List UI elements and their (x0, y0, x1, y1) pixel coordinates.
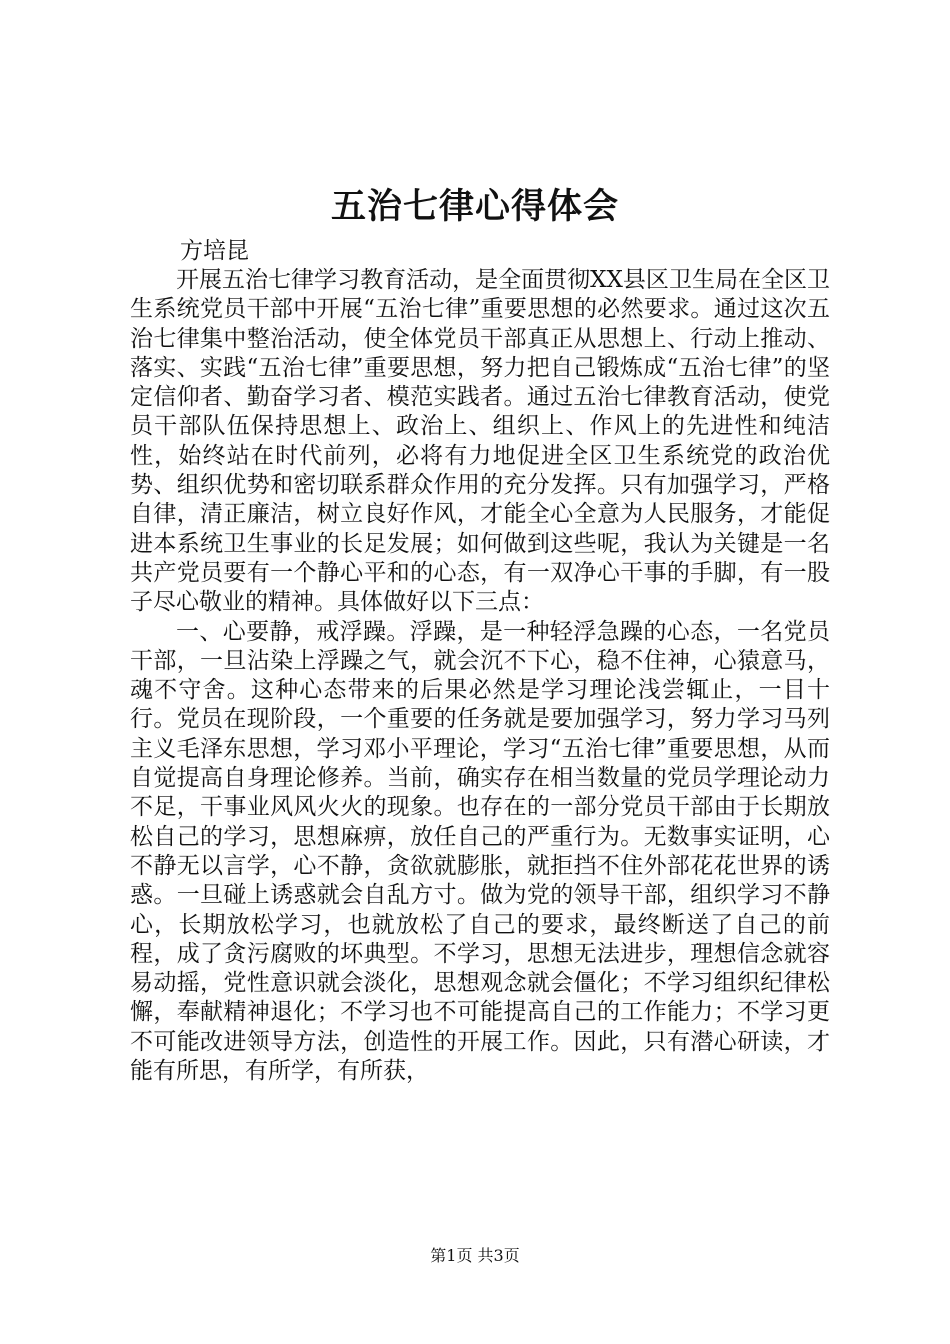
document-author: 方培昆 (180, 238, 249, 264)
paragraph-point-one: 一、心要静，戒浮躁。浮躁，是一种轻浮急躁的心态，一名党员干部，一旦沾染上浮躁之气，就会沉不下心，稳不住神，心猿意马，魂不守舍。这种心态带来的后果必然是学习理论浅尝辄止，一目十行。党员在现阶段，一个重要的任务就是要加强学习，努力学习马列主义毛泽东思想，学习邓小平理论，学习“五治七律”重要思想，从而自觉提高自身理论修养。当前，确实存在相当数量的党员学理论动力不足，干事业风风火火的现象。也存在的一部分党员干部由于长期放松自己的学习，思想麻痹，放任自己的严重行为。无数事实证明，心不静无以言学，心不静，贪欲就膨胀，就拒挡不住外部花花世界的诱惑。一旦碰上诱惑就会自乱方寸。做为党的领导干部，组织学习不静心，长期放松学习，也就放松了自己的要求，最终断送了自己的前程，成了贪污腐败的坏典型。不学习，思想无法进步，理想信念就容易动摇，党性意识就会淡化，思想观念就会僵化；不学习组织纪律松懈，奉献精神退化；不学习也不可能提高自己的工作能力；不学习更不可能改进领导方法，创造性的开展工作。因此，只有潜心研读，才能有所思，有所学，有所获， (130, 618, 830, 1085)
document-title: 五治七律心得体会 (330, 186, 619, 227)
paragraph-intro: 开展五治七律学习教育活动，是全面贯彻XX县区卫生局在全区卫生系统党员干部中开展“五治七律”重要思想的必然要求。通过这次五治七律集中整治活动，使全体党员干部真正从思想上、行动上推动、落实、实践“五治七律”重要思想，努力把自己锻炼成“五治七律”的坚定信仰者、勤奋学习者、模范实践者。通过五治七律教育活动，使党员干部队伍保持思想上、政治上、组织上、作风上的先进性和纯洁性，始终站在时代前列，必将有力地促进全区卫生系统党的政治优势、组织优势和密切联系群众作用的充分发挥。只有加强学习，严格自律，清正廉洁，树立良好作风，才能全心全意为人民服务，才能促进本系统卫生事业的长足发展；如何做到这些呢，我认为关键是一名共产党员要有一个静心平和的心态，有一双净心干事的手脚，有一股子尽心敬业的精神。具体做好以下三点： (130, 267, 830, 616)
document-body (130, 266, 830, 1086)
page-number-footer: 第1页 共3页 (430, 1246, 520, 1265)
